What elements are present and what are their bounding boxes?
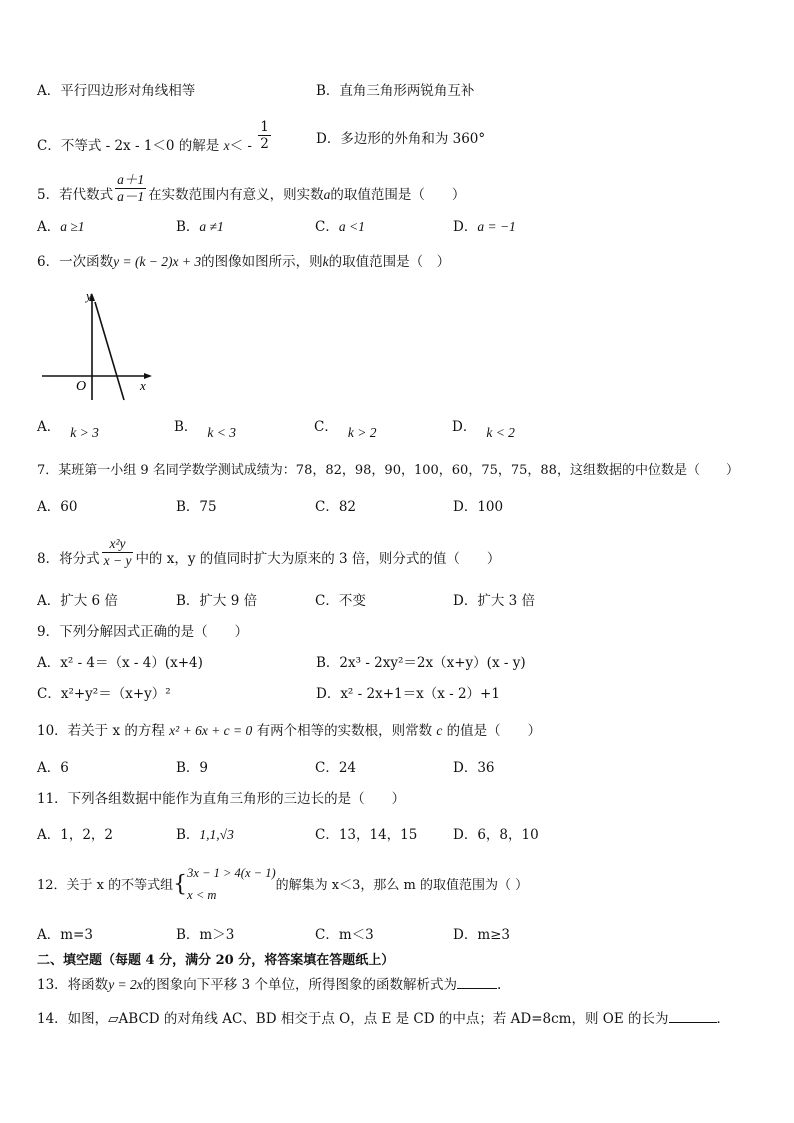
origin-label: O: [76, 379, 87, 394]
option-math: a <1: [338, 219, 365, 234]
option-letter: D．: [453, 219, 478, 235]
q12-option-d: D．m≥3: [453, 927, 511, 943]
q6-option-a: [37, 418, 99, 440]
question-10: [37, 722, 541, 740]
option-letter: C．: [314, 419, 338, 435]
question-6: [37, 253, 450, 271]
q5-option-a: [37, 218, 85, 236]
q10-option-d: D．36: [453, 760, 495, 776]
fraction-numerator: 1: [260, 119, 269, 135]
q6-option-d: [452, 418, 515, 440]
q9-option-c: C．x²+y²＝（x+y）²: [37, 686, 171, 702]
q10-var: c: [436, 723, 443, 738]
q8-option-c: C．不变: [315, 593, 366, 609]
q7-option-a: A．60: [37, 499, 78, 515]
q12-option-b: B．m＞3: [176, 927, 235, 943]
q4-option-a: A．平行四边形对角线相等: [37, 83, 196, 99]
option-letter: B．: [176, 219, 200, 235]
q8-option-d: D．扩大 3 倍: [453, 593, 535, 609]
q10-middle: 有两个相等的实数根，则常数: [252, 723, 437, 739]
q10-prefix: 10．若关于 x 的方程: [37, 723, 170, 739]
q5-fraction: [115, 172, 146, 205]
option-letter: D．: [452, 419, 477, 435]
q5-prefix: 5．若代数式: [37, 187, 114, 203]
q6-option-c: [314, 418, 377, 440]
q6-suffix: 的取值范围是（ ）: [328, 254, 451, 270]
q12-prefix: 12．关于 x 的不等式组: [37, 877, 174, 893]
fraction-denominator: a－1: [117, 189, 145, 204]
q12-system: [187, 862, 275, 906]
q13-end: .: [496, 977, 502, 993]
fraction-numerator: a＋1: [117, 172, 145, 187]
q6-function: y = (k − 2)x + 3: [113, 254, 202, 269]
q5-option-c: [315, 218, 365, 236]
question-14: [37, 1010, 730, 1028]
q11-option-c: C．13，14，15: [315, 827, 418, 843]
q10-suffix: 的值是（ ）: [442, 723, 542, 739]
option-letter: C．: [315, 219, 339, 235]
q7-option-d: D．100: [453, 499, 504, 515]
q11-option-d: D．6，8，10: [453, 827, 539, 843]
option-letter: A．: [37, 219, 61, 235]
q10-option-c: C．24: [315, 760, 357, 776]
q6-graph: [40, 288, 160, 406]
q8-fraction: [102, 536, 134, 569]
q4-option-b: B．直角三角形两锐角互补: [316, 83, 475, 99]
option-letter: A．: [37, 419, 61, 435]
q4-option-c: [37, 119, 273, 152]
q13-function: y = 2x: [108, 977, 143, 992]
q5-option-d: [453, 218, 516, 236]
x-axis-label: x: [140, 378, 146, 393]
question-7: 7．某班第一小组 9 名同学数学测试成绩为：78，82，98，90，100，60，75，75，88，这组数据的中位数是（ ）: [37, 463, 739, 478]
question-8: [37, 536, 500, 569]
q10-equation: x² + 6x + c = 0: [169, 723, 253, 738]
question-13: [37, 976, 501, 994]
q14-end: ．: [716, 1011, 730, 1027]
q10-option-b: B．9: [176, 760, 209, 776]
fraction-numerator: x²y: [102, 536, 134, 553]
q4-option-c-var: x: [223, 138, 230, 153]
q11-option-b: [176, 826, 234, 844]
q13-prefix: 13．将函数: [37, 977, 109, 993]
question-12: [37, 862, 528, 906]
q9-option-d: D．x² - 2x+1＝x（x - 2）+1: [316, 686, 500, 702]
function-line: [95, 302, 124, 400]
y-axis-label: y: [86, 288, 92, 303]
question-5: [37, 172, 465, 205]
section-2-title: 二、填空题（每题 4 分，满分 20 分，将答案填在答题纸上）: [37, 953, 395, 968]
q6-var: k: [322, 254, 329, 269]
q6-prefix: 6．一次函数: [37, 254, 114, 270]
question-9: 9．下列分解因式正确的是（ ）: [37, 624, 249, 640]
q11-option-a: A．1，2，2: [37, 827, 114, 843]
q5-middle: 在实数范围内有意义，则实数: [148, 187, 324, 203]
brace-icon: {: [173, 871, 188, 897]
q13-middle: 的图象向下平移 3 个单位，所得图象的函数解析式为: [142, 977, 457, 993]
option-math: k < 2: [486, 425, 515, 440]
option-letter: B．: [174, 419, 198, 435]
q5-option-b: [176, 218, 224, 236]
q9-option-b: B．2x³ - 2xy²＝2x（x+y）(x - y): [316, 655, 526, 671]
q7-option-c: C．82: [315, 499, 357, 515]
option-math: 1,1,√3: [199, 827, 234, 842]
option-math: a = −1: [477, 219, 516, 234]
q4-option-c-fraction: [258, 119, 271, 152]
option-letter: B．: [176, 827, 200, 843]
q8-prefix: 8．将分式: [37, 551, 100, 567]
question-11: 11．下列各组数据中能作为直角三角形的三边长的是（ ）: [37, 791, 406, 807]
q5-suffix: 的取值范围是（ ）: [330, 187, 466, 203]
q8-option-b: B．扩大 9 倍: [176, 593, 258, 609]
q4-option-d: D．多边形的外角和为 360°: [316, 131, 486, 147]
fraction-denominator: x − y: [103, 553, 132, 568]
q6-option-b: [174, 418, 237, 440]
system-line-2: x < m: [187, 888, 217, 902]
option-math: k > 3: [70, 425, 99, 440]
q8-suffix: 中的 x，y 的值同时扩大为原来的 3 倍，则分式的值（ ）: [135, 551, 501, 567]
q9-option-a: A．x² - 4＝（x - 4）(x+4): [37, 655, 203, 671]
q12-option-c: C．m＜3: [315, 927, 374, 943]
q12-option-a: A．m=3: [37, 927, 93, 943]
q14-text: 14．如图，▱ABCD 的对角线 AC、BD 相交于点 O，点 E 是 CD 的中点；若 AD=8cm，则 OE 的长为: [37, 1011, 669, 1027]
q6-middle: 的图像如图所示，则: [201, 254, 323, 270]
fraction-denominator: 2: [260, 136, 269, 152]
q5-var: a: [323, 187, 331, 202]
answer-blank[interactable]: [669, 1010, 717, 1023]
q4-option-c-text: C．不等式 - 2x - 1＜0 的解是: [37, 138, 224, 154]
q12-suffix: 的解集为 x＜3，那么 m 的取值范围为（ ）: [275, 877, 529, 893]
system-line-1: 3x − 1 > 4(x − 1): [187, 866, 276, 880]
q4-option-c-sign: ＜ -: [229, 138, 252, 154]
q7-option-b: B．75: [176, 499, 217, 515]
q10-option-a: A．6: [37, 760, 69, 776]
option-math: k > 2: [347, 425, 377, 440]
option-math: a ≠1: [199, 219, 224, 234]
option-math: a ≥1: [60, 219, 85, 234]
option-math: k < 3: [207, 425, 237, 440]
q8-option-a: A．扩大 6 倍: [37, 593, 118, 609]
answer-blank[interactable]: [457, 976, 497, 989]
